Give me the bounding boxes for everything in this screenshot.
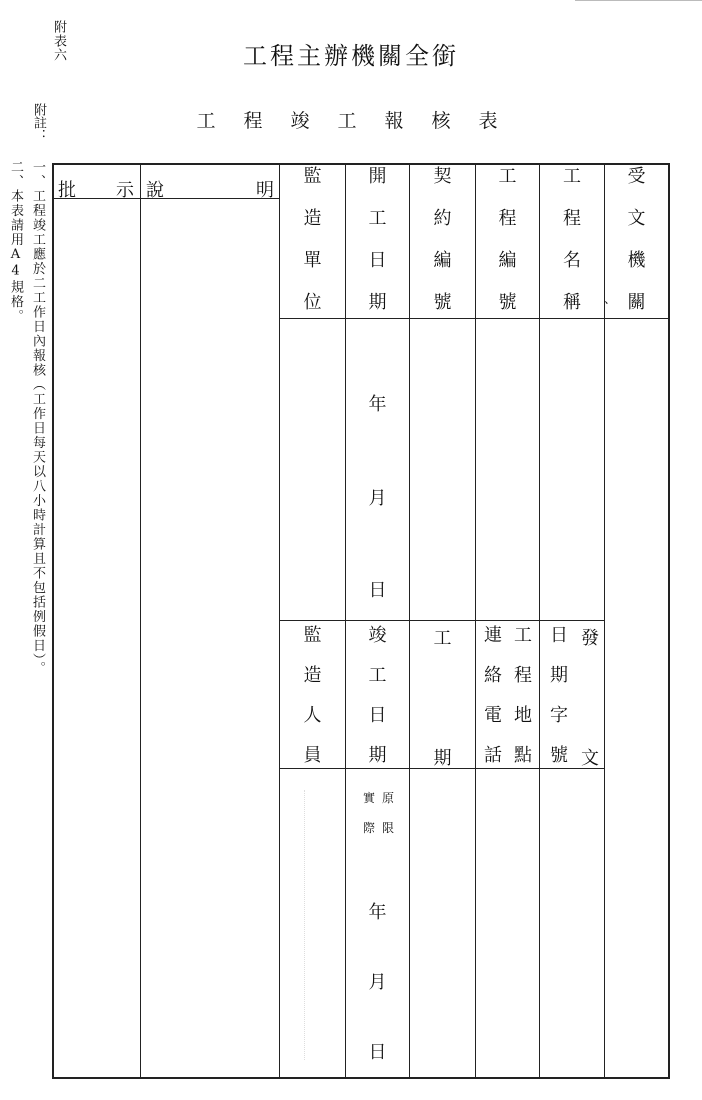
approval-label-2: 示 [116, 180, 134, 201]
completion-date-header: 竣 工 日 期 [368, 625, 387, 766]
note-2: 二、本表請用A4規格。 [8, 160, 23, 324]
duration-label-1: 工 [433, 628, 452, 649]
remarks-label-1: 說 [146, 180, 164, 201]
completion-year-mark: 年 [368, 902, 387, 923]
supervisor-header: 監 造 人 員 [303, 625, 322, 766]
completion-day-mark: 日 [368, 1042, 387, 1063]
page-title: 工程主辦機關全銜 [243, 42, 459, 70]
receiving-agency-header: 受 文 機 關 [627, 166, 646, 313]
original-limit-label: 原 限 [381, 791, 394, 835]
date-number-header: 日 期 字 號 [550, 625, 568, 766]
note-1: 一、工程竣工應於二工作日內報核（工作日每天以八小時計算且不包括例假日）。 [30, 160, 45, 676]
dispatch-label-2: 文 [581, 748, 599, 769]
form-number-label: 附表六 [51, 20, 66, 62]
supervising-unit-header: 監 造 單 位 [303, 166, 322, 313]
project-no-header: 工 程 編 號 [498, 166, 517, 313]
top-edge-line [575, 0, 702, 1]
form-subtitle: 工程竣工報核表 [196, 110, 526, 132]
duration-label-2: 期 [433, 748, 452, 769]
project-name-header: 工 程 名 稱 [563, 166, 581, 313]
start-month-mark: 月 [368, 488, 387, 509]
start-day-mark: 日 [368, 580, 387, 601]
contact-phone-header: 連 絡 電 話 [484, 625, 502, 766]
dispatch-label-1: 發 [581, 628, 599, 649]
approval-label-1: 批 [58, 180, 76, 201]
start-year-mark: 年 [368, 394, 387, 415]
contract-no-header: 契 約 編 號 [433, 166, 452, 313]
comma-mark: 、 [604, 292, 617, 306]
notes-label: 附註： [31, 103, 46, 142]
project-location-header: 工 程 地 點 [514, 625, 532, 766]
actual-label: 實 際 [362, 791, 375, 835]
completion-month-mark: 月 [368, 972, 387, 993]
start-date-header: 開 工 日 期 [368, 166, 387, 313]
remarks-label-2: 明 [256, 180, 274, 201]
